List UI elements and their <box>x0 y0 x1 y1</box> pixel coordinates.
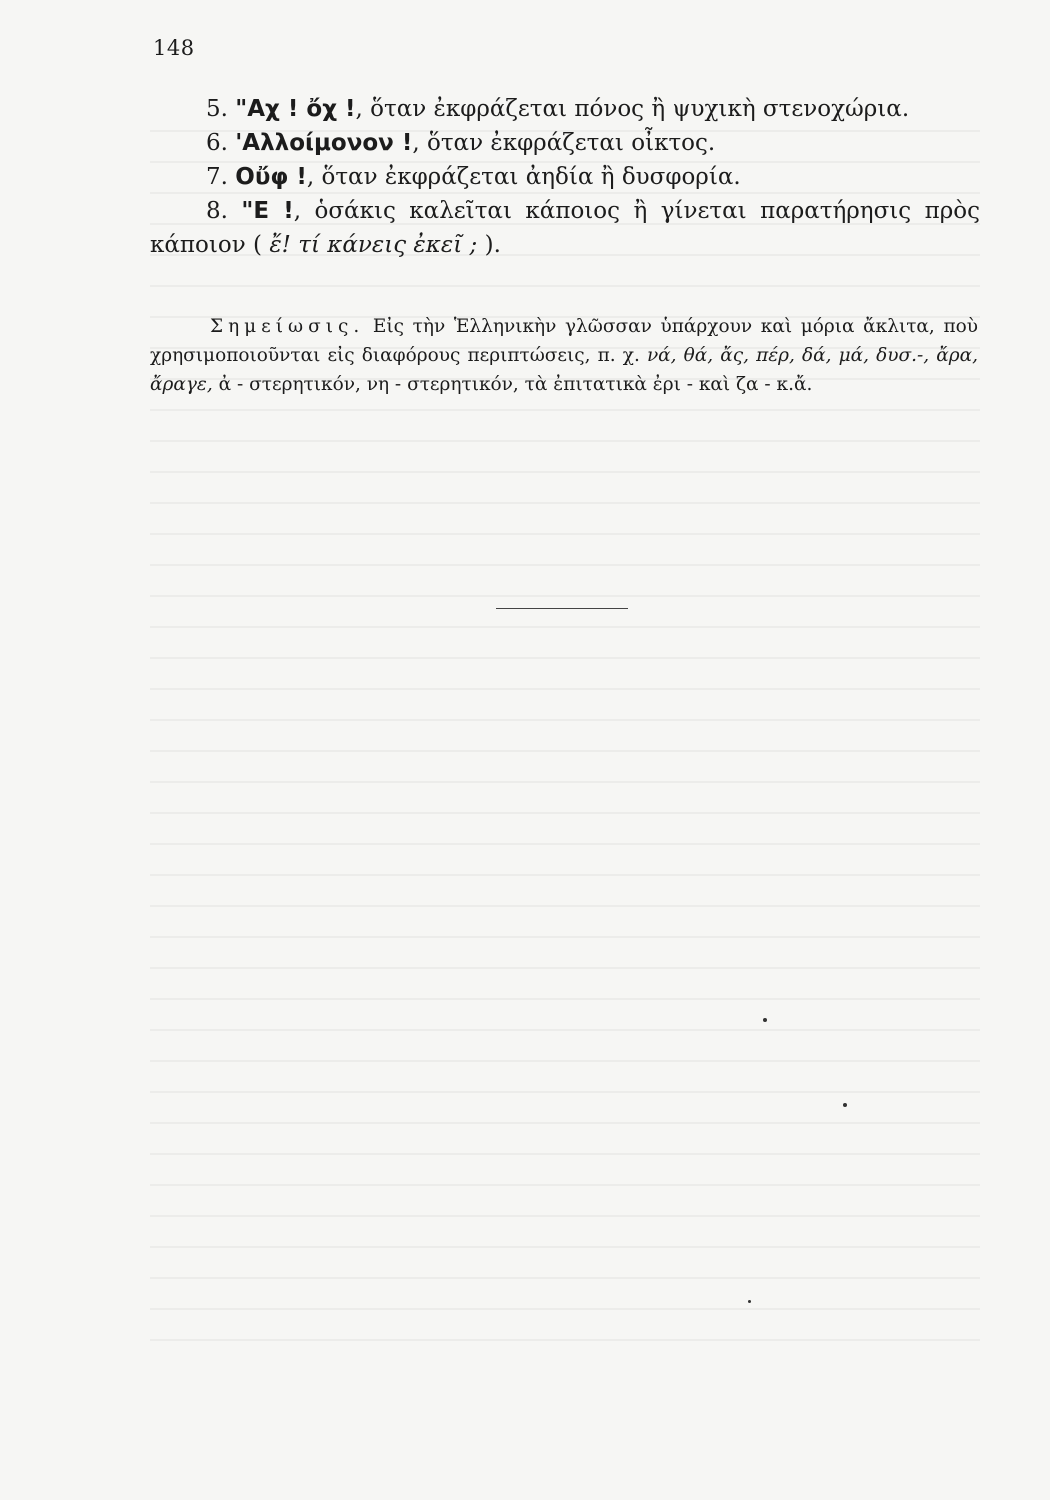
note-paragraph <box>150 312 978 399</box>
item-text: , ὅταν ἐκφράζεται ἀηδία ἢ δυσφορία. <box>306 164 741 190</box>
show-through-texture <box>150 110 980 1360</box>
item-term: "Ε ! <box>241 198 294 224</box>
item-term: "Αχ ! ὄχ ! <box>235 96 356 122</box>
item-text: , ὅταν ἐκφράζεται πόνος ἢ ψυχικὴ στενοχώρια. <box>355 96 910 122</box>
note-tail: ἀ - στερητικόν, νη - στερητικόν, τὰ ἐπιτατικὰ ἐρι - καὶ ζα - κ.ἄ. <box>212 374 813 395</box>
list-item <box>150 194 980 262</box>
item-close: ). <box>477 232 501 258</box>
list-item <box>150 92 980 126</box>
ink-speck <box>748 1300 751 1303</box>
item-term: Οὔφ ! <box>235 164 307 190</box>
note-text: Εἰς τὴν Ἑλληνικὴν γλῶσσαν ὑπάρχουν καὶ μόρια ἄκλιτα, ποὺ χρησιμοποιοῦνται εἰς διαφόρους περιπτώσεις, π. χ. <box>150 316 978 366</box>
item-example: ἔ! τί κάνεις ἐκεῖ ; <box>262 232 478 258</box>
list-item <box>150 126 980 160</box>
item-number: 5. <box>206 96 228 122</box>
section-divider <box>496 608 628 609</box>
item-number: 8. <box>206 198 228 224</box>
interjection-list <box>150 92 980 262</box>
item-number: 6. <box>206 130 228 156</box>
list-item <box>150 160 980 194</box>
item-number: 7. <box>206 164 228 190</box>
ink-speck <box>763 1018 767 1022</box>
item-term: 'Αλλοίμονον ! <box>235 130 413 156</box>
item-text: , ὅταν ἐκφράζεται οἶκτος. <box>412 130 716 156</box>
item-text: , ὁσάκις καλεῖται κάποιος ἢ γίνεται παρατήρησις πρὸς κάποιον ( <box>150 198 980 258</box>
ink-speck <box>843 1103 847 1107</box>
note-forms: νά, θά, ἄς, πέρ, δά, μά, δυσ.-, ἄρα, ἄραγε, <box>150 345 978 395</box>
note-label: Σημείωσις. <box>210 316 365 337</box>
page-number: 148 <box>153 36 195 60</box>
